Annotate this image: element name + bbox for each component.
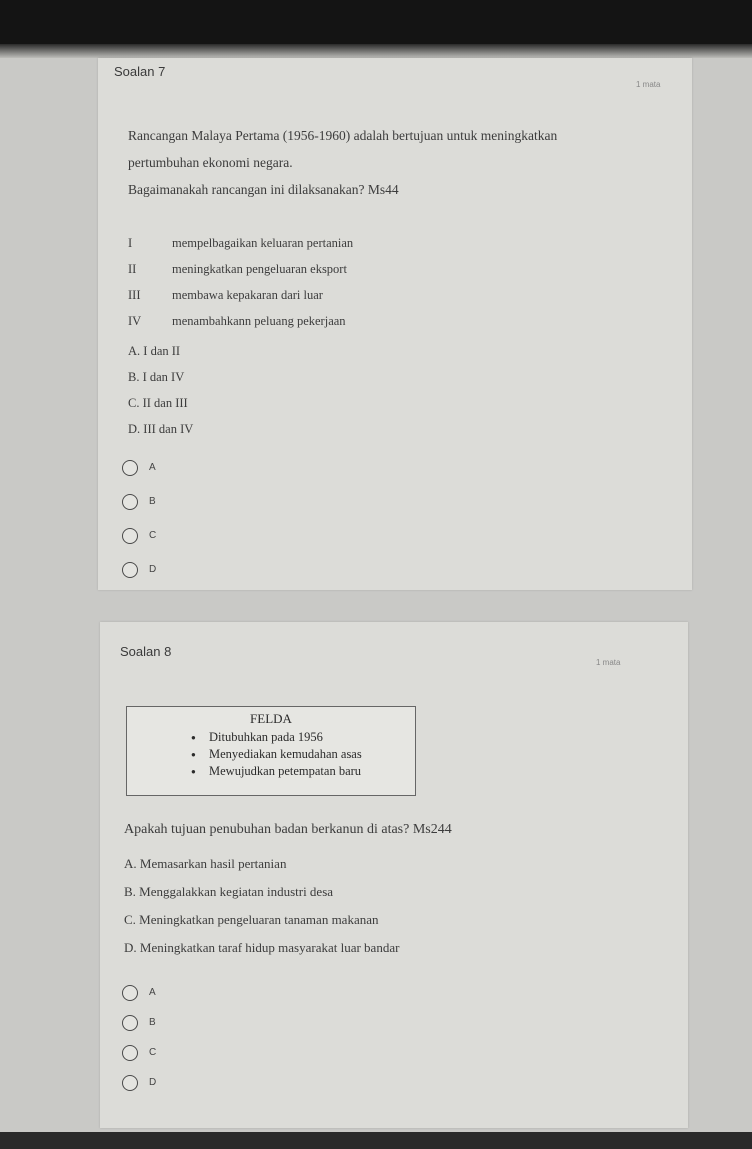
answer-choice-text: D. Meningkatkan taraf hidup masyarakat luar bandar (124, 940, 400, 955)
question-card-7 (98, 58, 692, 590)
statement-text: mempelbagaikan keluaran pertanian (172, 236, 354, 250)
info-box-title: FELDA (250, 711, 292, 726)
question-title: Soalan 8 (120, 644, 172, 659)
question-card-8 (100, 622, 688, 1128)
answer-choice-text: A. Memasarkan hasil pertanian (124, 856, 287, 871)
question-title: Soalan 7 (114, 64, 166, 79)
info-box-item: ● Menyediakan kemudahan asas (191, 746, 362, 763)
radio-button[interactable] (122, 494, 138, 510)
info-box (126, 706, 416, 796)
radio-label: B (149, 1017, 156, 1028)
monitor-bottom-bezel (0, 1132, 752, 1149)
question-marks: 1 mata (636, 80, 661, 89)
info-box-item: ● Ditubuhkan pada 1956 (191, 729, 362, 746)
answer-choice-text: C. II dan III (128, 396, 188, 410)
radio-label: D (149, 564, 157, 575)
radio-button[interactable] (122, 460, 138, 476)
radio-button[interactable] (122, 528, 138, 544)
question-stem-line: Bagaimanakah rancangan ini dilaksanakan? Ms44 (128, 182, 399, 197)
statement-number: I (128, 236, 133, 250)
radio-button[interactable] (122, 562, 138, 578)
statement-number: IV (128, 314, 142, 328)
radio-label: D (149, 1077, 157, 1088)
statement-text: membawa kepakaran dari luar (172, 288, 323, 302)
radio-label: A (149, 462, 156, 473)
radio-label: C (149, 1047, 157, 1058)
answer-choice-text: A. I dan II (128, 344, 181, 358)
answer-choice-text: D. III dan IV (128, 422, 194, 436)
answer-choice-text: B. I dan IV (128, 370, 185, 384)
radio-button[interactable] (122, 1075, 138, 1091)
radio-button[interactable] (122, 985, 138, 1001)
statement-number: II (128, 262, 137, 276)
monitor-top-bezel (0, 0, 752, 44)
question-stem-line: pertumbuhan ekonomi negara. (128, 155, 293, 170)
statement-text: meningkatkan pengeluaran eksport (172, 262, 347, 276)
question-stem-line: Rancangan Malaya Pertama (1956-1960) adalah bertujuan untuk meningkatkan (128, 128, 558, 143)
question-text: Apakah tujuan penubuhan badan berkanun di atas? Ms244 (124, 822, 452, 837)
radio-button[interactable] (122, 1045, 138, 1061)
statement-number: III (128, 288, 141, 302)
radio-button[interactable] (122, 1015, 138, 1031)
info-box-item: ● Mewujudkan petempatan baru (191, 763, 362, 780)
answer-choice-text: C. Meningkatkan pengeluaran tanaman makanan (124, 912, 379, 927)
radio-label: C (149, 530, 157, 541)
info-box-list (191, 729, 362, 780)
answer-choice-text: B. Menggalakkan kegiatan industri desa (124, 884, 334, 899)
statement-text: menambahkann peluang pekerjaan (172, 314, 346, 328)
question-marks: 1 mata (596, 658, 621, 667)
radio-label: A (149, 987, 156, 998)
radio-label: B (149, 496, 156, 507)
monitor-edge-shadow (0, 44, 752, 58)
